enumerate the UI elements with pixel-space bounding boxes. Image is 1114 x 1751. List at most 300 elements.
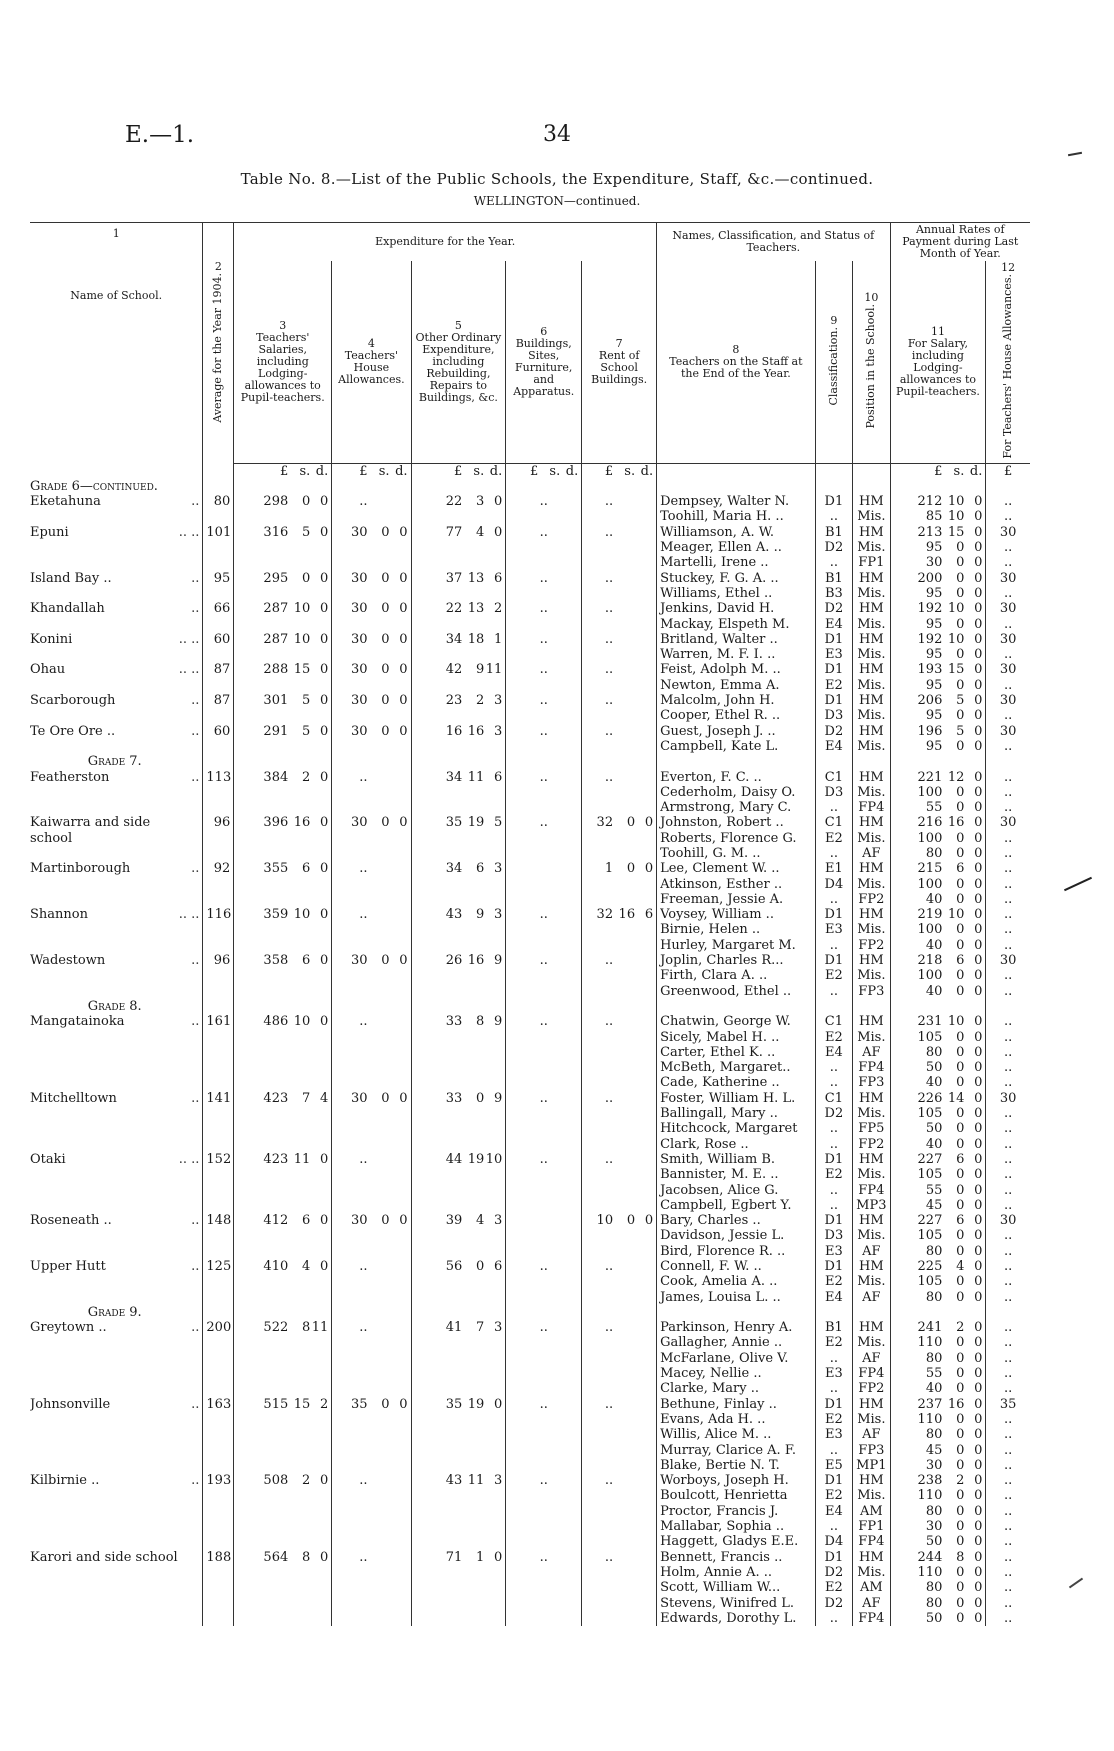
house-shillings: 0 xyxy=(381,1396,390,1412)
other-shillings: 9 xyxy=(475,907,485,923)
rent-cell xyxy=(582,1091,657,1106)
sal-shillings: 5 xyxy=(301,693,311,709)
classification-cell: .. xyxy=(815,1137,852,1152)
house-pence: 0 xyxy=(399,1090,408,1106)
other-pence: 3 xyxy=(493,1213,503,1229)
table-row xyxy=(30,1443,1030,1458)
rent-cell xyxy=(582,968,657,983)
house-allowance-cell: .. xyxy=(986,1565,1030,1580)
buildings-cell xyxy=(506,1427,582,1442)
other-cell xyxy=(411,1106,506,1121)
salaries-cell xyxy=(234,754,332,769)
rate-pence: 0 xyxy=(974,555,983,571)
rate-shillings: 0 xyxy=(956,1075,965,1091)
position-cell: HM xyxy=(853,601,890,616)
table-row xyxy=(30,1060,1030,1075)
rent-cell xyxy=(582,1534,657,1549)
attendance-cell xyxy=(203,647,234,662)
rent-cell xyxy=(582,1381,657,1396)
teacher-cell: Gallagher, Annie .. xyxy=(657,1335,816,1350)
rate-pounds: 40 xyxy=(925,1136,943,1152)
other-cell xyxy=(411,892,506,907)
attendance-cell xyxy=(203,1366,234,1381)
attendance-cell: 96 xyxy=(203,953,234,968)
buildings-cell: .. xyxy=(506,662,582,677)
page-number: 34 xyxy=(543,122,571,147)
house-cell xyxy=(332,1091,411,1106)
rent-pounds: .. xyxy=(604,601,614,617)
rate-pence: 0 xyxy=(974,1060,983,1076)
rate-pence: 0 xyxy=(974,1014,983,1030)
classification-cell: D1 xyxy=(815,907,852,922)
rate-pounds: 110 xyxy=(917,1335,943,1351)
other-cell xyxy=(411,1259,506,1274)
rate-pence: 0 xyxy=(974,968,983,984)
other-cell xyxy=(411,1412,506,1427)
school-name-cell xyxy=(30,1596,203,1611)
house-allowance-cell: .. xyxy=(986,1412,1030,1427)
salaries-cell xyxy=(234,1320,332,1335)
classification-cell: D4 xyxy=(815,1534,852,1549)
table-row xyxy=(30,1213,1030,1228)
house-shillings: 0 xyxy=(381,693,390,709)
salaries-cell xyxy=(234,846,332,861)
house-allowance-cell: .. xyxy=(986,1335,1030,1350)
school-name-cell xyxy=(30,1565,203,1580)
table-row xyxy=(30,1534,1030,1549)
other-cell xyxy=(411,1030,506,1045)
classification-cell: E2 xyxy=(815,831,852,846)
margin-mark xyxy=(1064,877,1092,891)
sal-shillings: 16 xyxy=(293,815,311,831)
house-allowance-cell: .. xyxy=(986,1580,1030,1595)
teacher-cell: Toohill, G. M. .. xyxy=(657,846,816,861)
other-cell xyxy=(411,999,506,1014)
leader-dots: .. xyxy=(191,693,200,709)
rent-pounds: .. xyxy=(604,953,614,969)
rate-shillings: 0 xyxy=(956,1044,965,1060)
buildings-cell xyxy=(506,831,582,846)
house-allowance-cell: .. xyxy=(986,1045,1030,1060)
classification-cell: C1 xyxy=(815,1091,852,1106)
sal-pence: 0 xyxy=(319,861,329,877)
school-name-cell xyxy=(30,1351,203,1366)
salary-rate-cell xyxy=(890,1167,986,1182)
school-name-cell xyxy=(30,494,203,509)
house-pence: 0 xyxy=(399,693,408,709)
teacher-cell: Newton, Emma A. xyxy=(657,678,816,693)
rate-pounds: 80 xyxy=(925,1580,943,1596)
col-position-header: 10 Position in the School. xyxy=(853,261,890,463)
house-allowance-cell: .. xyxy=(986,770,1030,785)
classification-cell: E2 xyxy=(815,1335,852,1350)
attendance-cell: 66 xyxy=(203,601,234,616)
salary-rate-cell xyxy=(890,785,986,800)
sal-shillings: 7 xyxy=(301,1090,311,1106)
teacher-cell: Voysey, William .. xyxy=(657,907,816,922)
house-allowance-cell: .. xyxy=(986,1121,1030,1136)
attendance-cell: 200 xyxy=(203,1320,234,1335)
other-pence: 0 xyxy=(493,1549,503,1565)
rate-pounds: 80 xyxy=(925,1243,943,1259)
school-name-cell xyxy=(30,1580,203,1595)
attendance-cell xyxy=(203,1045,234,1060)
house-cell xyxy=(332,571,411,586)
rate-pounds: 45 xyxy=(925,1442,943,1458)
salaries-cell xyxy=(234,1366,332,1381)
other-pence: 1 xyxy=(493,631,503,647)
rate-shillings: 0 xyxy=(956,708,965,724)
position-cell: HM xyxy=(853,693,890,708)
house-cell xyxy=(332,785,411,800)
rate-shillings: 6 xyxy=(956,953,965,969)
rent-cell xyxy=(582,1397,657,1412)
house-cell xyxy=(332,968,411,983)
rate-pounds: 192 xyxy=(917,631,943,647)
house-shillings: 0 xyxy=(381,524,390,540)
other-pence: 5 xyxy=(493,815,503,831)
classification-cell: .. xyxy=(815,938,852,953)
buildings-cell: .. xyxy=(506,953,582,968)
school-name-cell xyxy=(30,647,203,662)
salary-rate-cell xyxy=(890,1458,986,1473)
teacher-cell: Jacobsen, Alice G. xyxy=(657,1183,816,1198)
teacher-cell: Bannister, M. E. .. xyxy=(657,1167,816,1182)
other-cell xyxy=(411,1274,506,1289)
other-pence: 10 xyxy=(485,1151,503,1167)
other-cell xyxy=(411,907,506,922)
table-row xyxy=(30,1335,1030,1350)
house-shillings: 0 xyxy=(381,570,390,586)
rent-cell xyxy=(582,724,657,739)
rate-pence: 0 xyxy=(974,738,983,754)
rate-pence: 0 xyxy=(974,1335,983,1351)
rate-pounds: 50 xyxy=(925,1534,943,1550)
sal-pounds: 358 xyxy=(263,953,289,969)
rent-cell xyxy=(582,708,657,723)
house-allowance-cell: .. xyxy=(986,968,1030,983)
teacher-cell: Freeman, Jessie A. xyxy=(657,892,816,907)
leader-dots: .. xyxy=(191,1473,200,1489)
buildings-cell: .. xyxy=(506,693,582,708)
rent-cell xyxy=(582,1504,657,1519)
rate-pence: 0 xyxy=(974,1366,983,1382)
sal-pence: 0 xyxy=(319,953,329,969)
rate-shillings: 0 xyxy=(956,1427,965,1443)
teacher-cell: Bary, Charles .. xyxy=(657,1213,816,1228)
position-cell: HM xyxy=(853,1152,890,1167)
house-cell xyxy=(332,815,411,830)
other-pounds: 39 xyxy=(445,1213,463,1229)
salaries-cell xyxy=(234,938,332,953)
rate-pounds: 30 xyxy=(925,1457,943,1473)
classification-cell: E2 xyxy=(815,1274,852,1289)
rate-shillings: 10 xyxy=(947,494,965,510)
other-cell xyxy=(411,586,506,601)
house-cell xyxy=(332,984,411,999)
classification-cell: .. xyxy=(815,555,852,570)
rate-pounds: 231 xyxy=(917,1014,943,1030)
other-cell xyxy=(411,984,506,999)
attendance-cell: 101 xyxy=(203,525,234,540)
rent-pounds: .. xyxy=(604,1320,614,1336)
salaries-cell xyxy=(234,601,332,616)
sal-pence: 0 xyxy=(319,662,329,678)
salaries-cell xyxy=(234,1106,332,1121)
rent-cell xyxy=(582,1274,657,1289)
school-name-cell xyxy=(30,1183,203,1198)
school-name-cell xyxy=(30,1366,203,1381)
classification-cell: .. xyxy=(815,1519,852,1534)
buildings-cell xyxy=(506,1611,582,1626)
classification-cell: E3 xyxy=(815,1366,852,1381)
rate-pounds: 95 xyxy=(925,647,943,663)
school-name-cell xyxy=(30,617,203,632)
school-name-cell xyxy=(30,1106,203,1121)
grade-heading: Grade 7. xyxy=(87,754,142,770)
position-cell: FP4 xyxy=(853,1534,890,1549)
house-pounds: 30 xyxy=(350,601,368,617)
buildings-cell xyxy=(506,922,582,937)
col-salaries-header: 3 Teachers' Salaries, including Lodging-allowances to Pupil-teachers. xyxy=(234,261,332,463)
other-cell xyxy=(411,1121,506,1136)
buildings-cell xyxy=(506,968,582,983)
expenditure-group-header: Expenditure for the Year. xyxy=(234,223,657,262)
sal-pounds: 522 xyxy=(263,1320,289,1336)
classification-cell: .. xyxy=(815,846,852,861)
rent-cell xyxy=(582,1427,657,1442)
rate-pounds: 193 xyxy=(917,662,943,678)
attendance-cell xyxy=(203,831,234,846)
salary-rate-cell xyxy=(890,846,986,861)
rate-pounds: 225 xyxy=(917,1259,943,1274)
attendance-cell xyxy=(203,1183,234,1198)
other-cell xyxy=(411,647,506,662)
school-name-cell xyxy=(30,632,203,647)
other-pounds: 71 xyxy=(445,1549,463,1565)
sal-pence: 2 xyxy=(319,1396,329,1412)
rent-cell xyxy=(582,1075,657,1090)
leader-dots: .. xyxy=(191,723,200,739)
house-cell xyxy=(332,907,411,922)
other-cell xyxy=(411,540,506,555)
salary-rate-cell xyxy=(890,861,986,876)
salary-rate-cell xyxy=(890,1290,986,1305)
rent-cell xyxy=(582,739,657,754)
position-cell: HM xyxy=(853,525,890,540)
classification-cell: E2 xyxy=(815,1488,852,1503)
other-pence: 3 xyxy=(493,1473,503,1489)
house-allowance-cell: .. xyxy=(986,678,1030,693)
house-cell xyxy=(332,724,411,739)
buildings-cell xyxy=(506,846,582,861)
position-cell xyxy=(853,754,890,769)
other-shillings: 16 xyxy=(467,723,485,739)
salaries-cell xyxy=(234,1565,332,1580)
house-allowance-cell: .. xyxy=(986,1381,1030,1396)
table-row xyxy=(30,877,1030,892)
salaries-cell xyxy=(234,1580,332,1595)
rate-pence: 0 xyxy=(974,1259,983,1274)
buildings-cell xyxy=(506,1519,582,1534)
rate-pence: 0 xyxy=(974,1182,983,1198)
table-title: Table No. 8.—List of the Public Schools, the Expenditure, Staff, &c.—continued. xyxy=(240,170,874,188)
buildings-cell xyxy=(506,586,582,601)
other-pounds: 22 xyxy=(445,601,463,617)
salaries-cell xyxy=(234,1473,332,1488)
classification-cell: .. xyxy=(815,1183,852,1198)
rate-pounds: 110 xyxy=(917,1411,943,1427)
rent-cell xyxy=(582,1106,657,1121)
sal-pence: 0 xyxy=(319,769,329,785)
table-row xyxy=(30,770,1030,785)
rent-pounds: .. xyxy=(604,723,614,739)
position-cell: HM xyxy=(853,1259,890,1274)
house-cell xyxy=(332,540,411,555)
teacher-cell: Chatwin, George W. xyxy=(657,1014,816,1029)
school-name: Ohau xyxy=(30,662,66,678)
salaries-cell xyxy=(234,739,332,754)
rate-pence: 0 xyxy=(974,1427,983,1443)
house-allowance-cell xyxy=(986,1305,1030,1320)
rent-pence: 0 xyxy=(644,861,654,877)
teacher-cell: Warren, M. F. I. .. xyxy=(657,647,816,662)
sal-pence: 0 xyxy=(319,570,329,586)
rate-pounds: 80 xyxy=(925,1503,943,1519)
rate-pence: 0 xyxy=(974,876,983,892)
attendance-cell xyxy=(203,1488,234,1503)
school-name-cell xyxy=(30,1550,203,1565)
salaries-cell xyxy=(234,1611,332,1626)
school-name: Konini xyxy=(30,631,73,647)
attendance-cell: 188 xyxy=(203,1550,234,1565)
salaries-cell xyxy=(234,1351,332,1366)
sal-pounds: 410 xyxy=(263,1259,289,1274)
classification-cell: D1 xyxy=(815,494,852,509)
house-allowance-cell: .. xyxy=(986,892,1030,907)
rent-cell xyxy=(582,1121,657,1136)
other-cell xyxy=(411,1519,506,1534)
house-cell xyxy=(332,1488,411,1503)
attendance-cell xyxy=(203,1030,234,1045)
other-pence: 9 xyxy=(493,953,503,969)
sal-pence: 0 xyxy=(319,1213,329,1229)
school-name-cell xyxy=(30,479,203,494)
school-name-cell xyxy=(30,708,203,723)
other-cell xyxy=(411,1381,506,1396)
rent-cell xyxy=(582,1488,657,1503)
house-cell xyxy=(332,1075,411,1090)
rate-pence: 0 xyxy=(974,1610,983,1626)
rate-pounds: 100 xyxy=(917,784,943,800)
attendance-cell xyxy=(203,1305,234,1320)
sal-pounds: 295 xyxy=(263,570,289,586)
position-cell xyxy=(853,479,890,494)
rate-shillings: 0 xyxy=(956,1534,965,1550)
rent-cell xyxy=(582,907,657,922)
other-cell xyxy=(411,1014,506,1029)
salaries-cell xyxy=(234,984,332,999)
buildings-cell xyxy=(506,1167,582,1182)
buildings-cell xyxy=(506,1458,582,1473)
house-cell xyxy=(332,1504,411,1519)
school-name-cell xyxy=(30,770,203,785)
rate-shillings: 0 xyxy=(956,983,965,999)
rent-pounds: .. xyxy=(604,769,614,785)
rate-pounds: 80 xyxy=(925,845,943,861)
rate-pence: 0 xyxy=(974,1411,983,1427)
teacher-cell: Smith, William B. xyxy=(657,1152,816,1167)
teacher-cell: Mackay, Elspeth M. xyxy=(657,617,816,632)
position-cell: AF xyxy=(853,1244,890,1259)
buildings-cell xyxy=(506,1504,582,1519)
house-allowance-cell: 30 xyxy=(986,1213,1030,1228)
teacher-cell: Holm, Annie A. .. xyxy=(657,1565,816,1580)
rate-pence: 0 xyxy=(974,1457,983,1473)
sal-pence: 0 xyxy=(319,601,329,617)
attendance-cell: 80 xyxy=(203,494,234,509)
house-cell xyxy=(332,708,411,723)
rate-pounds: 80 xyxy=(925,1044,943,1060)
house-allowance-cell: .. xyxy=(986,907,1030,922)
rate-shillings: 0 xyxy=(956,1136,965,1152)
rent-pounds: .. xyxy=(604,1090,614,1106)
rate-pence: 0 xyxy=(974,601,983,617)
other-cell xyxy=(411,1473,506,1488)
classification-cell: D1 xyxy=(815,953,852,968)
other-pence: 6 xyxy=(493,570,503,586)
house-allowance-cell: .. xyxy=(986,494,1030,509)
table-row xyxy=(30,1550,1030,1565)
school-name: Wadestown xyxy=(30,953,106,969)
rate-pounds: 237 xyxy=(917,1396,943,1412)
table-row xyxy=(30,1198,1030,1213)
house-cell xyxy=(332,1443,411,1458)
classification-cell: .. xyxy=(815,509,852,524)
house-pounds: .. xyxy=(359,907,368,923)
col-house-allow-header: 12 For Teachers' House Allowances. xyxy=(986,261,1030,463)
position-cell: FP3 xyxy=(853,1075,890,1090)
other-pounds: 44 xyxy=(445,1151,463,1167)
buildings-cell xyxy=(506,1030,582,1045)
rate-pence: 0 xyxy=(974,1106,983,1122)
house-cell xyxy=(332,1320,411,1335)
buildings-cell xyxy=(506,1137,582,1152)
rate-shillings: 10 xyxy=(947,509,965,525)
rent-cell xyxy=(582,1458,657,1473)
school-name-cell xyxy=(30,1488,203,1503)
rate-pence: 0 xyxy=(974,1197,983,1213)
teacher-cell: Clark, Rose .. xyxy=(657,1137,816,1152)
rent-pounds: 10 xyxy=(596,1213,614,1229)
rate-shillings: 5 xyxy=(956,723,965,739)
rate-shillings: 2 xyxy=(956,1473,965,1489)
school-name-cell xyxy=(30,1167,203,1182)
rent-cell xyxy=(582,617,657,632)
house-allowance-cell: .. xyxy=(986,1030,1030,1045)
position-cell: Mis. xyxy=(853,678,890,693)
school-name-cell xyxy=(30,984,203,999)
classification-cell: C1 xyxy=(815,1014,852,1029)
rate-pence: 0 xyxy=(974,585,983,601)
teacher-cell: Ballingall, Mary .. xyxy=(657,1106,816,1121)
rent-cell xyxy=(582,1183,657,1198)
salary-rate-cell xyxy=(890,678,986,693)
school-name-cell xyxy=(30,907,203,922)
rate-pounds: 206 xyxy=(917,693,943,709)
rent-pounds: .. xyxy=(604,524,614,540)
buildings-cell: .. xyxy=(506,494,582,509)
